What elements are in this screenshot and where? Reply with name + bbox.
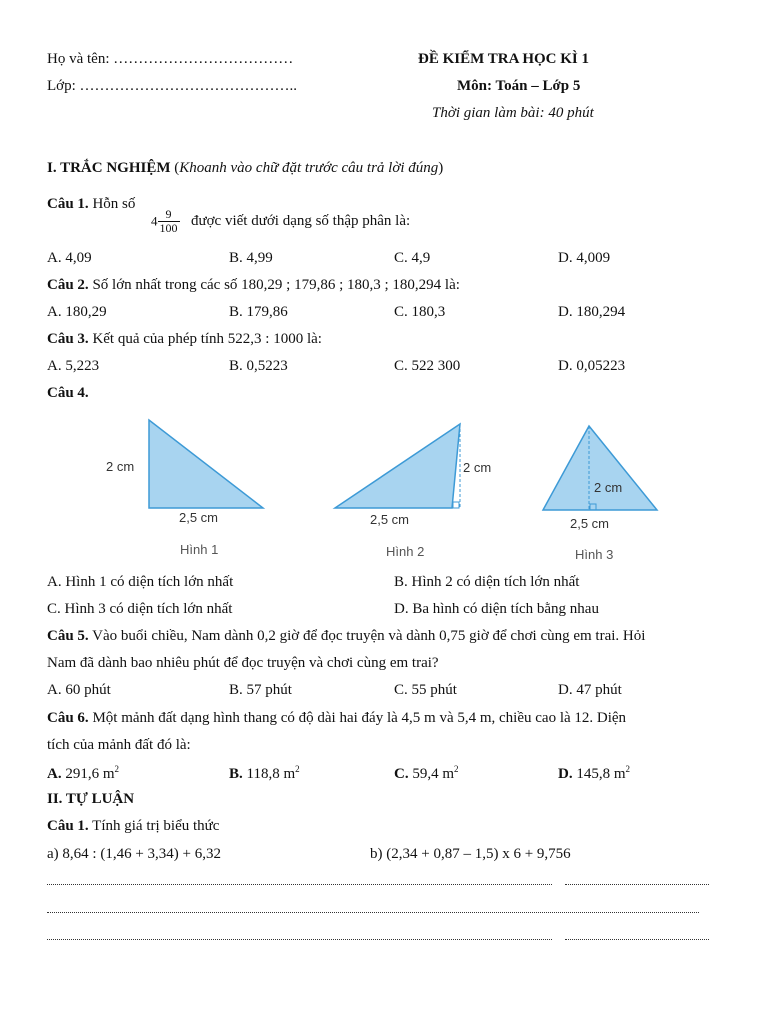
section-1-title: I. TRẮC NGHIỆM [47,160,171,176]
figure-1 [106,420,263,557]
q6-option-a-value: 291,6 m [65,766,115,782]
q6-option-a-letter: A. [47,766,62,782]
q2-text: Số lớn nhất trong các số 180,29 ; 179,86 ; 180,3 ; 180,294 là: [92,277,460,293]
q1-label: Câu 1. [47,196,89,212]
q1-text-before: Hỗn số [92,196,136,212]
figure-2 [335,424,491,559]
q1-option-a[interactable]: A. 4,09 [47,250,92,266]
figure-3-triangle [543,426,657,510]
q6-option-b[interactable] [229,764,300,783]
q2-option-b[interactable]: B. 179,86 [229,304,288,320]
q6-stem [47,710,626,727]
q6-line2: tích của mảnh đất đó là: [47,737,191,753]
q3-option-b[interactable]: B. 0,5223 [229,358,288,374]
q6-option-c[interactable] [394,764,459,783]
figure-2-height-label: 2 cm [463,460,492,475]
essay-q1-label: Câu 1. [47,818,89,834]
name-field: Họ và tên: ……………………………… [47,51,294,67]
figure-3-base-label: 2,5 cm [570,516,610,531]
section-2-title: II. TỰ LUẬN [47,791,135,807]
q3-stem [47,331,322,348]
figure-3 [543,426,657,562]
q3-option-c[interactable]: C. 522 300 [394,358,461,374]
section-1-heading: I. TRẮC NGHIỆM (Khoanh vào chữ đặt trước câu trả lời đúng) [47,160,444,176]
q5-line1: Vào buổi chiều, Nam dành 0,2 giờ để đọc truyện và dành 0,75 giờ để chơi cùng em trai. Hỏi [92,628,646,644]
q6-option-d-value: 145,8 m [576,766,626,782]
figure-3-caption: Hình 3 [575,547,614,562]
q2-label: Câu 2. [47,277,89,293]
figure-2-caption: Hình 2 [386,544,425,559]
q5-stem [47,628,645,645]
q6-option-a[interactable] [47,764,119,783]
essay-q1-part-b: b) (2,34 + 0,87 – 1,5) x 6 + 9,756 [370,846,571,862]
q6-option-c-sup: 2 [454,764,459,774]
figure-3-height-label: 2 cm [594,480,623,495]
answer-line-1-left [47,884,552,885]
q1-option-b[interactable]: B. 4,99 [229,250,273,266]
q6-option-d[interactable] [558,764,630,783]
q1-option-c[interactable]: C. 4,9 [394,250,431,266]
figure-1-base-label: 2,5 cm [179,510,219,525]
figure-1-triangle [149,420,263,508]
q3-label: Câu 3. [47,331,89,347]
figure-2-right-angle [453,502,459,508]
exam-title: ĐỀ KIỂM TRA HỌC KÌ 1 [418,51,589,67]
q6-option-d-letter: D. [558,766,573,782]
answer-line-1[interactable] [47,878,709,888]
q5-label: Câu 5. [47,628,89,644]
essay-q1-part-a: a) 8,64 : (1,46 + 3,34) + 6,32 [47,846,221,862]
q1-option-d[interactable]: D. 4,009 [558,250,611,266]
q6-line1: Một mảnh đất dạng hình thang có độ dài hai đáy là 4,5 m và 5,4 m, chiều cao là 12. Diện [92,710,627,726]
q1-fraction-den: 100 [159,221,178,235]
q2-option-a[interactable]: A. 180,29 [47,304,107,320]
figure-1-caption: Hình 1 [180,542,219,557]
q6-option-b-value: 118,8 m [246,766,296,782]
q4-figures [0,410,768,570]
q6-label: Câu 6. [47,710,89,726]
answer-line-3-left [47,939,552,940]
q5-option-a[interactable]: A. 60 phút [47,682,111,698]
q4-label: Câu 4. [47,385,89,401]
q4-stem [47,385,89,402]
q3-text: Kết quả của phép tính 522,3 : 1000 là: [92,331,322,347]
answer-line-3[interactable] [47,933,709,943]
q4-option-a[interactable]: A. Hình 1 có diện tích lớn nhất [47,574,234,590]
answer-line-2[interactable] [47,906,699,916]
q6-option-c-letter: C. [394,766,409,782]
q4-option-b[interactable]: B. Hình 2 có diện tích lớn nhất [394,574,580,590]
essay-q1-text: Tính giá trị biểu thức [92,818,220,834]
figure-1-height-label: 2 cm [106,459,135,474]
q6-option-a-sup: 2 [114,764,120,774]
figure-2-triangle [335,424,460,508]
q4-option-d[interactable]: D. Ba hình có diện tích bằng nhau [394,601,599,617]
answer-line-2-full [47,912,699,913]
q5-line2: Nam đã dành bao nhiêu phút để đọc truyện và chơi cùng em trai? [47,655,439,671]
q6-option-b-letter: B. [229,766,243,782]
q1-fraction-num: 9 [158,208,180,222]
q1-text-after: được viết dưới dạng số thập phân là: [191,213,411,229]
answer-line-1-right [565,884,709,885]
q1-mixed-whole: 4 [151,213,158,229]
subject-line: Môn: Toán – Lớp 5 [457,78,581,94]
q1-stem [47,196,135,213]
class-field: Lớp: …………………………………….. [47,78,298,94]
q1-mixed-number [151,208,180,235]
section-1-instruction: Khoanh vào chữ đặt trước câu trả lời đúng [179,160,439,176]
q5-option-b[interactable]: B. 57 phút [229,682,292,698]
q2-option-c[interactable]: C. 180,3 [394,304,446,320]
q5-option-d[interactable]: D. 47 phút [558,682,622,698]
q3-option-a[interactable]: A. 5,223 [47,358,100,374]
q6-option-c-value: 59,4 m [412,766,455,782]
q2-option-d[interactable]: D. 180,294 [558,304,626,320]
q6-option-b-sup: 2 [295,764,300,774]
q3-option-d[interactable]: D. 0,05223 [558,358,626,374]
essay-q1-stem [47,818,219,835]
q6-option-d-sup: 2 [625,764,631,774]
answer-line-3-right [565,939,709,940]
q1-fraction [158,208,180,235]
q2-stem [47,277,460,294]
duration-line: Thời gian làm bài: 40 phút [432,105,594,121]
figure-2-base-label: 2,5 cm [370,512,410,527]
q4-option-c[interactable]: C. Hình 3 có diện tích lớn nhất [47,601,233,617]
q5-option-c[interactable]: C. 55 phút [394,682,457,698]
